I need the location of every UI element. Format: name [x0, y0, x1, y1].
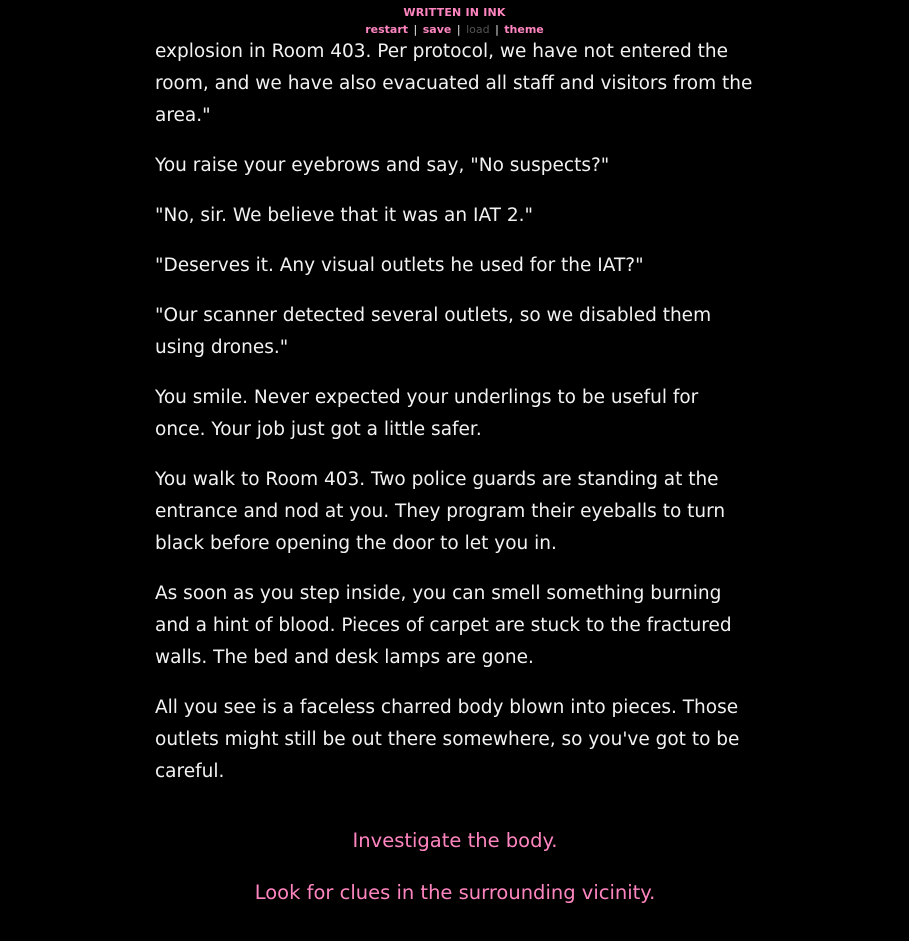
- separator: |: [413, 23, 418, 36]
- story-paragraph: You walk to Room 403. Two police guards are standing at the entrance and nod at you. They program their eyeballs to turn black before opening the door to let you in.: [155, 469, 726, 554]
- game-title: WRITTEN IN INK: [403, 6, 506, 19]
- separator: |: [456, 23, 461, 36]
- load-button: load: [466, 23, 490, 36]
- restart-button[interactable]: restart: [365, 23, 409, 36]
- game-controls: [0, 23, 909, 37]
- choice-investigate-body[interactable]: Investigate the body.: [352, 829, 558, 852]
- story-paragraph: "Deserves it. Any visual outlets he used for the IAT?": [155, 255, 644, 276]
- story-text: [155, 36, 753, 806]
- separator: |: [495, 23, 499, 36]
- choice-look-for-clues[interactable]: Look for clues in the surrounding vicinity.: [254, 881, 656, 904]
- story-paragraph: "Our scanner detected several outlets, so we disabled them using drones.": [155, 305, 712, 358]
- theme-button[interactable]: theme: [504, 23, 544, 36]
- story-paragraph: As soon as you step inside, you can smell something burning and a hint of blood. Pieces of carpet are stuck to the fractured walls. The bed and desk lamps are gone.: [155, 583, 732, 668]
- story-paragraph: You raise your eyebrows and say, "No suspects?": [155, 155, 610, 176]
- story-paragraph: You smile. Never expected your underlings to be useful for once. Your job just got a little safer.: [155, 387, 699, 440]
- story-paragraph: "No, sir. We believe that it was an IAT 2.": [155, 205, 534, 226]
- header-bar: [0, 0, 909, 40]
- story-paragraph: explosion in Room 403. Per protocol, we have not entered the room, and we have also evacuated all staff and visitors from the area.": [155, 41, 753, 126]
- save-button[interactable]: save: [422, 23, 452, 36]
- choice-list: [155, 824, 755, 928]
- story-paragraph: All you see is a faceless charred body blown into pieces. Those outlets might still be out there somewhere, so you've got to be careful.: [155, 697, 740, 782]
